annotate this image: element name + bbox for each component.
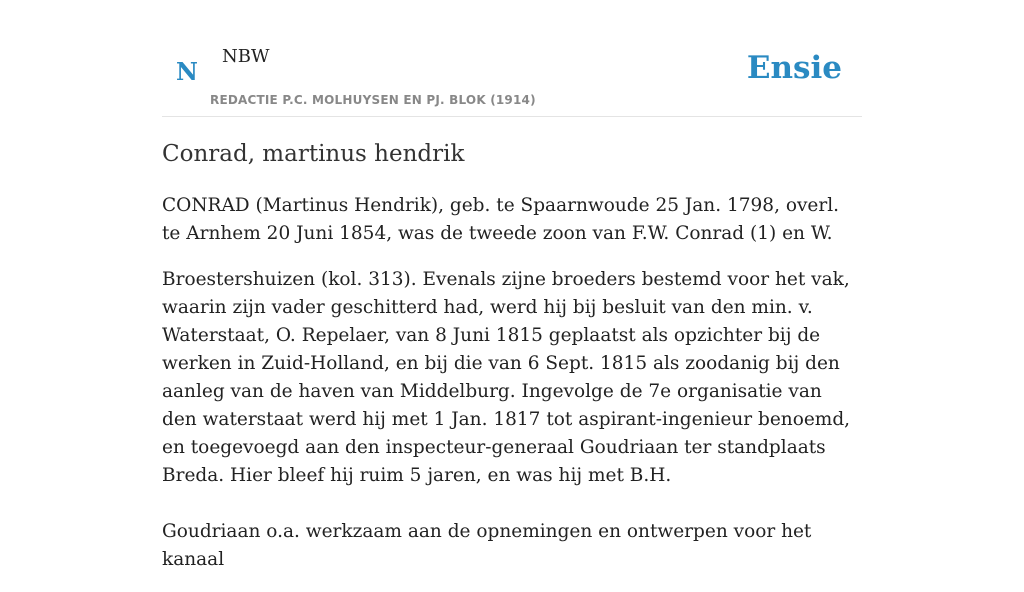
article xyxy=(162,138,862,592)
source-subtitle: REDACTIE P.C. MOLHUYSEN EN PJ. BLOK (1914) xyxy=(210,93,536,107)
article-title: Conrad, martinus hendrik xyxy=(162,141,465,167)
article-paragraph: CONRAD (Martinus Hendrik), geb. te Spaarnwoude 25 Jan. 1798, overl. te Arnhem 20 Juni 1854, was de tweede zoon van F.W. Conrad (1) en W. xyxy=(162,195,840,244)
article-paragraph: Broestershuizen (kol. 313). Evenals zijne broeders bestemd voor het vak, waarin zijn vader geschitterd had, werd hij bij besluit van den min. v. Waterstaat, O. Repelaer, van 8 Juni 1815 geplaatst als opzichter bij de werken in Zuid-Holland, en bij die van 6 Sept. 1815 als zoodanig bij den aanleg van de haven van Middelburg. Ingevolge de 7e organisatie van den waterstaat werd hij met 1 Jan. 1817 tot aspirant-ingenieur benoemd, en toegevoegd aan den inspecteur-generaal Goudriaan ter standplaats Breda. Hier bleef hij ruim 5 jaren, en was hij met B.H. xyxy=(162,269,851,486)
ensie-logo-link[interactable]: Ensie xyxy=(746,50,842,86)
article-paragraph: Goudriaan o.a. werkzaam aan de opnemingen en ontwerpen voor het kanaal xyxy=(162,521,812,570)
source-header xyxy=(162,0,862,117)
source-logo[interactable]: N xyxy=(176,57,198,86)
source-name-link[interactable]: NBW xyxy=(222,46,270,67)
